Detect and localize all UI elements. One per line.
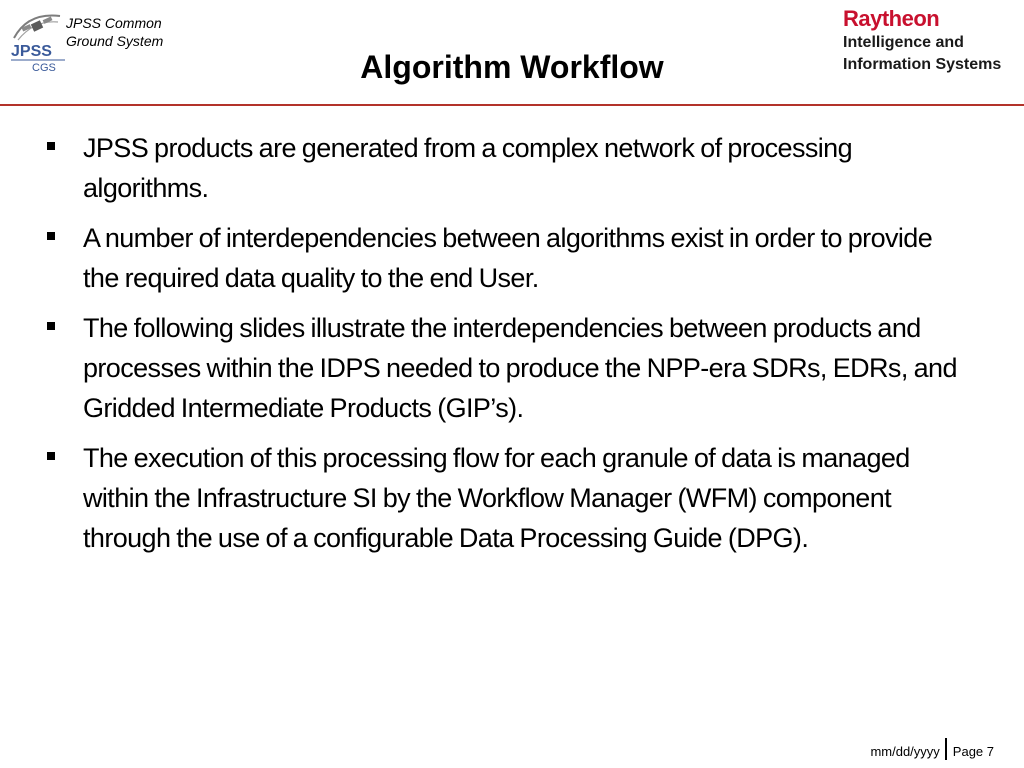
square-bullet-icon	[47, 142, 55, 150]
brand-line1: Intelligence and	[843, 34, 964, 51]
org-name	[66, 14, 163, 50]
footer-date: mm/dd/yyyy	[870, 744, 940, 759]
brand-name: Raytheon	[843, 6, 940, 31]
header-divider	[0, 104, 1024, 106]
logo-main-text: JPSS	[11, 43, 52, 60]
bullet-text: JPSS products are generated from a complex network of processing algorithms.	[83, 133, 853, 203]
brand-line2: Information Systems	[843, 56, 1002, 73]
bullet-item	[44, 308, 964, 428]
page-number: Page 7	[952, 744, 994, 759]
bullet-list	[44, 128, 964, 568]
bullet-text: The following slides illustrate the interdependencies between products and processes within the IDPS needed to produce the NPP-era SDRs, EDRs, and Gridded Intermediate Products (GIP’s).	[83, 313, 957, 423]
square-bullet-icon	[47, 232, 55, 240]
raytheon-logo	[843, 6, 1023, 76]
bullet-text: The execution of this processing flow for each granule of data is managed within the Infrastructure SI by the Workflow Manager (WFM) component through the use of a configurable Data Processing Guide (DPG).	[83, 443, 910, 553]
org-name-line2: Ground System	[66, 33, 164, 49]
org-name-line1: JPSS Common	[66, 15, 162, 31]
bullet-item	[44, 218, 964, 298]
bullet-item	[44, 128, 964, 208]
footer-separator	[945, 738, 947, 760]
page-title: Algorithm Workflow	[360, 49, 664, 85]
square-bullet-icon	[47, 452, 55, 460]
square-bullet-icon	[47, 322, 55, 330]
footer	[870, 736, 994, 760]
logo-sub-text: CGS	[32, 62, 56, 74]
bullet-text: A number of interdependencies between algorithms exist in order to provide the required data quality to the end User.	[83, 223, 933, 293]
bullet-item	[44, 438, 964, 558]
